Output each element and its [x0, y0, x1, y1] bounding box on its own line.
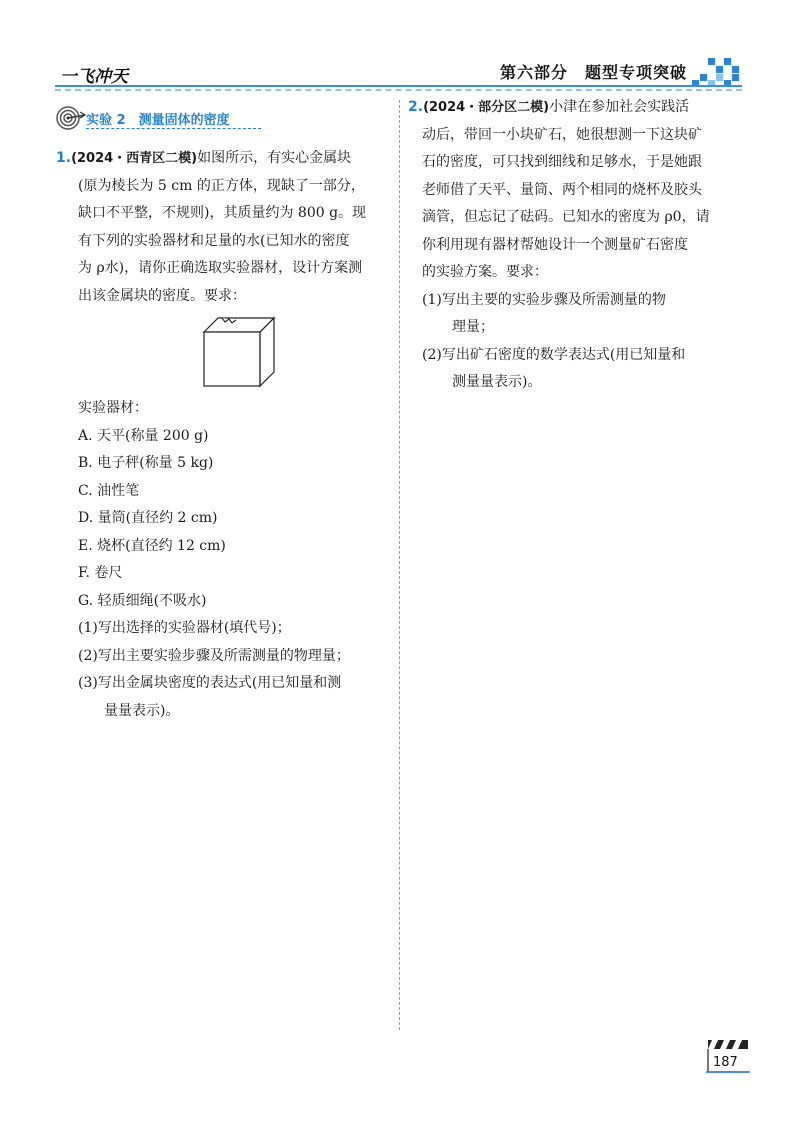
target-icon [56, 104, 86, 132]
material-item: F. 卷尺 [78, 565, 123, 581]
question-line: 动后，带回一小块矿石，她很想测一下这块矿 [422, 126, 702, 143]
question-line: 小津在参加社会实践活 [549, 99, 690, 115]
materials-list [78, 395, 390, 725]
question-source: (2024・部分区二模) [423, 100, 550, 115]
question-line: 老师借了天平、量筒、两个相同的烧杯及胶头 [422, 181, 702, 198]
page-number: 187 [713, 1055, 738, 1070]
requirement-1: (1)写出选择的实验器材(填代号)； [78, 620, 291, 636]
section-title: 第六部分 题型专项突破 [499, 63, 687, 82]
experiment-label: 实验 2 测量固体的密度 [86, 113, 230, 128]
requirement-2-cont: 测量量表示)。 [452, 374, 542, 390]
brand-logo-text: 一飞冲天 [60, 67, 128, 87]
question-line: 有下列的实验器材和足量的水(已知水的密度 [78, 232, 350, 249]
question-number: 1. [56, 150, 72, 166]
header-rule-dashed [55, 89, 742, 91]
requirement-1: (1)写出主要的实验步骤及所需测量的物 [422, 291, 666, 308]
requirement-2: (2)写出主要实验步骤及所需测量的物理量； [78, 647, 350, 664]
material-item: G. 轻质细绳(不吸水) [78, 592, 207, 609]
question-line: 滴管，但忘记了砝码。已知水的密度为 ρ0，请 [422, 209, 710, 225]
page-number-badge [704, 1038, 752, 1076]
question-line: 你利用现有器材帮她设计一个测量矿石密度 [422, 236, 688, 253]
question-line: 石的密度，可只找到细线和足够水，于是她跟 [422, 154, 702, 170]
notched-cube-figure [202, 316, 276, 388]
question-source: (2024・西青区二模) [71, 151, 198, 166]
question-line: 出该金属块的密度。要求： [78, 287, 246, 304]
experiment-underline [86, 128, 261, 129]
checker-pattern-icon [690, 56, 742, 88]
question-line: (原为棱长为 5 cm 的正方体，现缺了一部分， [78, 177, 365, 194]
material-item: A. 天平(称量 200 g) [78, 427, 209, 444]
header-rule [55, 85, 742, 87]
material-item: C. 油性笔 [78, 482, 140, 499]
question-line: 缺口不平整，不规则)，其质量约为 800 g。现 [78, 205, 367, 221]
material-item: B. 电子秤(称量 5 kg) [78, 455, 214, 471]
question-line: 的实验方案。要求： [422, 264, 548, 280]
materials-title: 实验器材： [78, 400, 148, 416]
requirement-1-cont: 理量； [452, 319, 494, 335]
requirement-3-cont: 量量表示)。 [104, 702, 180, 719]
page-header [0, 0, 800, 100]
question-line: 如图所示，有实心金属块 [197, 150, 352, 166]
material-item: D. 量筒(直径约 2 cm) [78, 510, 218, 526]
question-number: 2. [408, 99, 424, 115]
requirement-2: (2)写出矿石密度的数学表达式(用已知量和 [422, 346, 686, 363]
question-line: 为 ρ水)，请你正确选取实验器材，设计方案测 [78, 260, 363, 276]
requirement-3: (3)写出金属块密度的表达式(用已知量和测 [78, 675, 342, 691]
material-item: E. 烧杯(直径约 12 cm) [78, 537, 226, 554]
experiment-heading [56, 104, 286, 134]
question-2 [408, 94, 748, 397]
question-1 [56, 145, 390, 310]
column-divider [399, 100, 400, 1030]
